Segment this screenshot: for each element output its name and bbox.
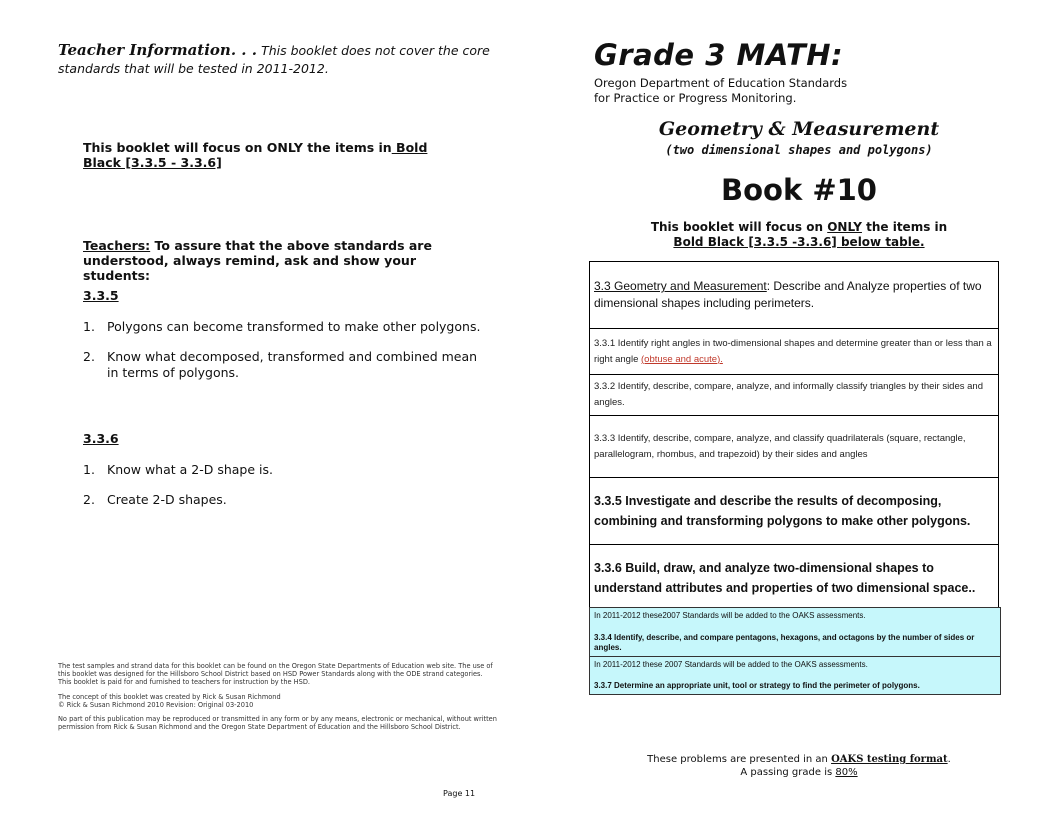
standards-table (589, 261, 999, 612)
list-text: Know what a 2-D shape is. (107, 462, 273, 477)
book-number: Book #10 (721, 173, 877, 207)
section-subtitle: (two dimensional shapes and polygons) (665, 143, 933, 157)
standard-336-list (83, 462, 483, 508)
list-number: 1. (83, 319, 95, 334)
list-item (83, 349, 483, 381)
teachers-text: To assure that the above standards are understood, always remind, ask and show your students: (83, 238, 432, 283)
page-title: Grade 3 MATH: (594, 38, 844, 72)
focus-text: below table. (840, 235, 925, 249)
list-text: Know what decomposed, transformed and combined mean in terms of polygons. (107, 349, 478, 380)
standard-335-section (83, 288, 483, 395)
list-text: Create 2-D shapes. (107, 492, 227, 507)
table-row (590, 478, 999, 545)
passing-percent: 80% (835, 767, 858, 778)
focus-bold-range: Bold Black [3.3.5 -3.3.6] (673, 235, 841, 249)
focus-note-prefix: This booklet will focus on ONLY the items in (83, 140, 392, 155)
list-item (83, 492, 483, 508)
copyright-fine-print (58, 662, 498, 737)
table-row (590, 262, 999, 329)
focus-only: ONLY (827, 220, 862, 234)
table-cell: 3.3.6 Build, draw, and analyze two-dimensional shapes to understand attributes and properties of two dimensional space.. (590, 545, 999, 612)
table-cell (590, 262, 999, 329)
table-row (590, 416, 999, 478)
section-title: Geometry & Measurement (658, 118, 940, 140)
focus-note-left (83, 140, 443, 170)
table-row (590, 375, 999, 416)
oaks-addition-intro: In 2011-2012 these2007 Standards will be added to the OAKS assessments. (594, 611, 866, 620)
standard-336-section (83, 431, 483, 522)
table-cell: 3.3.3 Identify, describe, compare, analyze, and classify quadrilaterals (square, rectangle, parallelogram, rhombus, and trapezoid) by their sides and angles (590, 416, 999, 478)
teacher-information-label: Teacher Information. . . (58, 41, 257, 59)
oaks-addition-intro: In 2011-2012 these 2007 Standards will be added to the OAKS assessments. (594, 659, 868, 669)
oaks-format-note (594, 753, 1004, 779)
list-text: Polygons can become transformed to make other polygons. (107, 319, 481, 334)
oaks-addition-standard: 3.3.7 Determine an appropriate unit, tool or strategy to find the perimeter of polygons. (594, 681, 920, 690)
focus-note-right (594, 220, 1004, 250)
oaks-bold: OAKS testing format (831, 754, 948, 765)
fine-print-credits: The concept of this booklet was created by Rick & Susan Richmond © Rick & Susan Richmond 2010 Revision: Original 03-2010 (58, 692, 281, 709)
table-row (590, 545, 999, 612)
oaks-addition-standard: 3.3.4 Identify, describe, and compare pentagons, hexagons, and octagons by the number of sides or angles. (594, 632, 975, 652)
teachers-label: Teachers: (83, 238, 151, 253)
page-number: Page 11 (443, 789, 476, 798)
teacher-information (58, 42, 508, 78)
subtitle-line: Oregon Department of Education Standards (594, 76, 848, 90)
table-row (590, 329, 999, 375)
subtitle-line: for Practice or Progress Monitoring. (594, 90, 797, 105)
list-number: 1. (83, 462, 95, 477)
oaks-addition-block (590, 608, 1000, 656)
page-subtitle (594, 76, 894, 105)
table-cell: 3.3.5 Investigate and describe the results of decomposing, combining and transforming polygons to make other polygons. (590, 478, 999, 545)
standard-text: 3.3.1 Identify right angles in two-dimensional shapes and determine greater than or less than a right angle (594, 337, 992, 365)
focus-text: the items in (861, 220, 948, 234)
teachers-instructions (83, 238, 483, 283)
oaks-addition-block (590, 656, 1000, 694)
oaks-text: These problems are presented in an (647, 754, 832, 765)
strand-heading: 3.3 Geometry and Measurement (594, 279, 767, 293)
passing-grade-line (594, 766, 1004, 779)
teacher-information-text: This booklet does not cover the core standards that will be tested in 2011-2012. (58, 43, 490, 76)
list-item (83, 462, 483, 478)
focus-note-bold: Bold Black [3.3.5 - 3.3.6] (83, 140, 428, 170)
standard-336-heading: 3.3.6 (83, 431, 119, 446)
standard-note-red: (obtuse and acute). (641, 353, 723, 365)
oaks-additions-box (589, 607, 1001, 695)
standard-335-list (83, 319, 483, 381)
table-cell (590, 329, 999, 375)
oaks-text: . (947, 754, 951, 765)
strand-description: : Describe and Analyze properties of two dimensional shapes including perimeters. (594, 279, 982, 310)
fine-print-rights: No part of this publication may be reproduced or transmitted in any form or by any means, electronic or mechanical, without written permission from Rick & Susan Richmond and the Oregon State Department of Education and the Hillsboro School District. (58, 715, 497, 732)
oaks-format-line (594, 753, 1004, 766)
passing-text: A passing grade is (740, 767, 836, 778)
list-number: 2. (83, 492, 95, 507)
focus-text: This booklet will focus on (650, 220, 828, 234)
list-item (83, 319, 483, 335)
standard-335-heading: 3.3.5 (83, 288, 119, 303)
list-number: 2. (83, 349, 95, 364)
table-cell: 3.3.2 Identify, describe, compare, analyze, and informally classify triangles by their sides and angles. (590, 375, 999, 416)
fine-print-sources: The test samples and strand data for this booklet can be found on the Oregon State Departments of Education web site. The use of this booklet was designed for the Hillsboro School District based on HSD Power Standards along with the ODE strand categories. This booklet is paid for and furnished to teachers for instruction by the HSD. (58, 662, 493, 687)
